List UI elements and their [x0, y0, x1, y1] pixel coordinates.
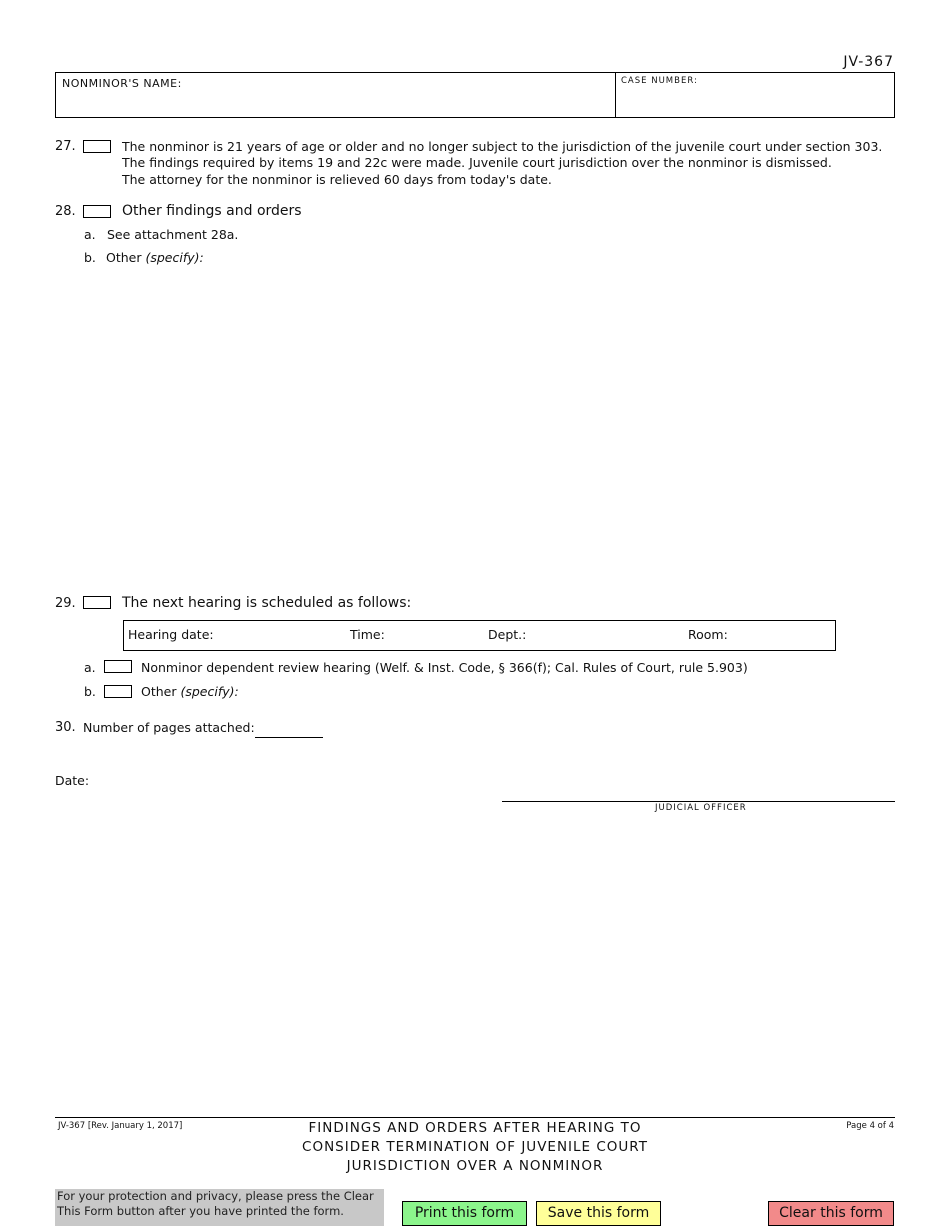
pages-attached-field[interactable]	[255, 722, 323, 738]
item-29a-checkbox[interactable]	[104, 660, 132, 673]
item-28-number: 28.	[55, 204, 76, 219]
clear-form-button[interactable]: Clear this form	[768, 1201, 894, 1226]
item-30-label: Number of pages attached:	[83, 720, 255, 735]
case-number-label: CASE NUMBER:	[621, 76, 698, 86]
privacy-note: For your protection and privacy, please press the Clear This Form button after you have printed the form.	[55, 1189, 384, 1226]
item-29-checkbox[interactable]	[83, 596, 111, 609]
hearing-date-label: Hearing date:	[128, 627, 214, 642]
date-label: Date:	[55, 773, 90, 788]
signature-line	[502, 801, 895, 802]
item-29a-letter: a.	[84, 660, 96, 675]
footer-rule	[55, 1117, 895, 1118]
form-title-line-3: JURISDICTION OVER A NONMINOR	[346, 1158, 604, 1174]
item-27-line-2: The findings required by items 19 and 22c were made. Juvenile court jurisdiction over the nonminor is dismissed.	[122, 155, 832, 170]
item-28b-letter: b.	[84, 250, 96, 265]
item-28-label: Other findings and orders	[122, 203, 302, 219]
form-title-line-1: FINDINGS AND ORDERS AFTER HEARING TO	[308, 1120, 642, 1136]
print-form-button[interactable]: Print this form	[402, 1201, 527, 1226]
item-28b-text-area[interactable]	[106, 270, 895, 570]
date-field[interactable]	[95, 771, 295, 789]
item-27-line-1: The nonminor is 21 years of age or older and no longer subject to the jurisdiction of the juvenile court under section 303.	[122, 139, 883, 154]
item-28a-text: See attachment 28a.	[107, 227, 239, 242]
page-number: Page 4 of 4	[846, 1121, 894, 1131]
form-number: JV-367	[843, 54, 894, 70]
item-27-checkbox[interactable]	[83, 140, 111, 153]
form-title	[230, 1119, 720, 1176]
hearing-table	[123, 620, 836, 651]
save-form-button[interactable]: Save this form	[536, 1201, 661, 1226]
item-30-number: 30.	[55, 720, 76, 735]
item-29-label: The next hearing is scheduled as follows:	[122, 595, 412, 611]
form-revision: JV-367 [Rev. January 1, 2017]	[58, 1121, 183, 1131]
item-27-line-3: The attorney for the nonminor is relieved 60 days from today's date.	[122, 172, 552, 187]
item-29-number: 29.	[55, 596, 76, 611]
hearing-dept-label: Dept.:	[488, 627, 527, 642]
hearing-room-label: Room:	[688, 627, 728, 642]
form-title-line-2: CONSIDER TERMINATION OF JUVENILE COURT	[302, 1139, 648, 1155]
judicial-officer-caption: JUDICIAL OFFICER	[655, 803, 747, 813]
item-29b-other: Other	[141, 684, 177, 699]
item-28b-specify: (specify):	[145, 250, 204, 265]
item-28b-other: Other	[106, 250, 142, 265]
item-28a-letter: a.	[84, 227, 96, 242]
item-28b-text	[106, 250, 204, 265]
nonminor-name-label: NONMINOR'S NAME:	[62, 77, 182, 90]
item-29b-letter: b.	[84, 684, 96, 699]
item-27-number: 27.	[55, 139, 76, 154]
item-29a-text: Nonminor dependent review hearing (Welf. & Inst. Code, § 366(f); Cal. Rules of Court, rule 5.903)	[141, 660, 748, 675]
caption-box	[55, 72, 895, 118]
item-29b-checkbox[interactable]	[104, 685, 132, 698]
nonminor-name-field[interactable]	[56, 73, 616, 117]
hearing-time-label: Time:	[350, 627, 385, 642]
item-29b-text	[141, 684, 239, 699]
item-29b-specify: (specify):	[180, 684, 239, 699]
item-28-checkbox[interactable]	[83, 205, 111, 218]
